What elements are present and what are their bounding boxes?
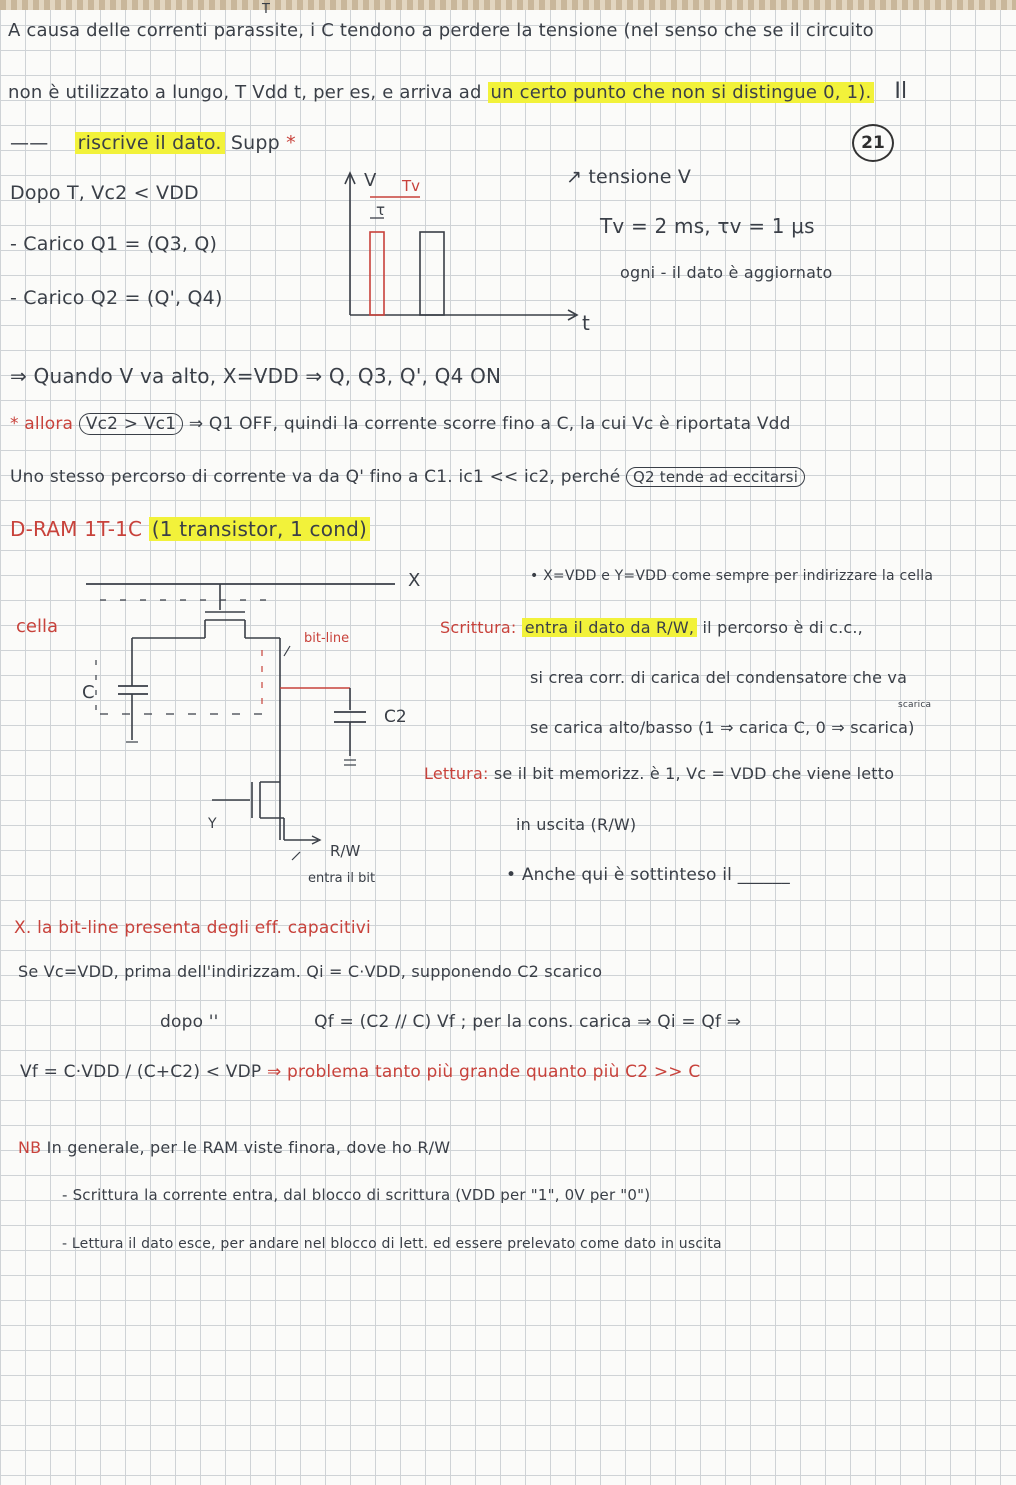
dram-circuit-diagram <box>0 560 440 900</box>
text-l1-sup: T <box>262 2 271 17</box>
text-l2c: Il <box>894 79 908 104</box>
note-d2a: Scrittura: <box>440 618 517 637</box>
lower-line-x1 <box>14 918 371 938</box>
lower-x4a: Vf = C·VDD / (C+C2) < VDP <box>20 1062 262 1082</box>
circuit-c-label: C <box>82 682 95 703</box>
text-line-7 <box>10 364 501 388</box>
page-number: 21 <box>852 124 894 162</box>
lower-nb1: In generale, per le RAM viste finora, dove ho R/W <box>46 1138 451 1157</box>
note-n3: ogni - il dato è aggiornato <box>620 263 833 282</box>
graph-tau-label: τ <box>376 201 386 219</box>
text-line-3 <box>10 132 296 154</box>
highlight-l2b: un certo punto che non si distingue 0, 1). <box>488 82 875 103</box>
text-l8a: * allora <box>10 414 74 434</box>
note-d1: • X=VDD e Y=VDD come sempre per indirizzare la cella <box>530 568 934 584</box>
text-l1: A causa delle correnti parassite, i C tendono a perdere la tensione (nel senso che se il circuito <box>8 20 874 41</box>
text-l7: ⇒ Quando V va alto, X=VDD ⇒ Q, Q3, Q', Q4 ON <box>10 364 502 388</box>
asterisk-l3d: * <box>286 132 296 154</box>
lower-x3b: Qf = (C2 // C) Vf ; per la cons. carica ⇒ Qi = Qf ⇒ <box>314 1012 742 1032</box>
note-d5b: se il bit memorizz. è 1, Vc = VDD che viene letto <box>493 764 895 783</box>
lower-line-x4 <box>20 1062 700 1082</box>
lower-x2: Se Vc=VDD, prima dell'indirizzam. Qi = C·VDD, supponendo C2 scarico <box>18 962 603 981</box>
text-line-9 <box>10 467 805 487</box>
circuit-c2-label: C2 <box>384 707 407 727</box>
lower-x1b: la bit-line presenta degli eff. capacitivi <box>37 918 371 938</box>
text-l2a: non è utilizzato a lungo, T Vdd t, per es, e arriva ad <box>8 82 482 103</box>
note-line-d5 <box>424 764 894 783</box>
circuit-bitline-label: bit-line <box>304 631 350 646</box>
circuit-cella-label: cella <box>16 616 59 637</box>
section-heading-dram <box>10 517 370 541</box>
note-d6: in uscita (R/W) <box>516 815 637 834</box>
text-l6: - Carico Q2 = (Q', Q4) <box>10 287 223 309</box>
text-l8c: ⇒ Q1 OFF, quindi la corrente scorre fino a C, la cui Vc è riportata Vdd <box>188 414 791 434</box>
text-l3c: Supp <box>230 132 280 154</box>
text-l4: Dopo T, Vc2 < VDD <box>10 182 199 204</box>
note-d7: • Anche qui è sottinteso il ______ <box>506 865 790 885</box>
circled-l9b: Q2 tende ad eccitarsi <box>626 467 805 487</box>
circuit-entra-bit-label: entra il bit <box>308 871 376 886</box>
note-d3: si crea corr. di carica del condensatore che va <box>530 668 908 687</box>
note-line-d2 <box>440 618 863 637</box>
lower-nb: NB <box>18 1138 42 1157</box>
note-d4-sup: scarica <box>898 700 932 710</box>
note-d4: se carica alto/basso (1 ⇒ carica C, 0 ⇒ scarica) <box>530 718 915 737</box>
circuit-x-label: X <box>408 570 421 591</box>
text-l9a: Uno stesso percorso di corrente va da Q' fino a C1. ic1 << ic2, perché <box>10 467 621 487</box>
note-d2b: entra il dato da R/W, <box>522 618 697 637</box>
graph-y-label: V <box>364 170 377 191</box>
lower-line-x3 <box>160 1012 741 1032</box>
lower-nb2: - Scrittura la corrente entra, dal blocco di scrittura (VDD per "1", 0V per "0") <box>62 1186 651 1204</box>
note-d2c: il percorso è di c.c., <box>702 618 863 637</box>
text-line-8 <box>10 414 791 434</box>
lower-x3a: dopo '' <box>160 1012 219 1032</box>
text-l5: - Carico Q1 = (Q3, Q) <box>10 233 218 255</box>
heading-l10a: D-RAM 1T-1C <box>10 517 143 541</box>
circuit-y-label: Y <box>208 816 217 832</box>
circled-l8b: Vc2 > Vc1 <box>79 413 183 435</box>
lower-nb3: - Lettura il dato esce, per andare nel blocco di lett. ed essere prelevato come dato in uscita <box>62 1236 722 1252</box>
text-line-2 <box>8 79 907 104</box>
note-n1: ↗ tensione V <box>566 166 692 188</box>
graph-x-label: t <box>582 311 590 335</box>
lower-line-nb <box>18 1138 450 1157</box>
graph-tv-label: Tv <box>402 177 421 195</box>
lower-x4b: ⇒ problema tanto più grande quanto più C2 >> C <box>266 1062 701 1082</box>
note-n2: Tv = 2 ms, τv = 1 μs <box>600 214 815 238</box>
text-l3a: —— <box>10 132 49 154</box>
circuit-rw-label: R/W <box>330 842 361 860</box>
text-line-1 <box>8 20 874 41</box>
highlight-l3b: riscrive il dato. <box>75 132 225 154</box>
note-d5a: Lettura: <box>424 764 489 783</box>
heading-l10b: (1 transistor, 1 cond) <box>149 517 370 541</box>
paper-edge <box>0 0 1016 10</box>
lower-x1a: X. <box>14 918 32 938</box>
